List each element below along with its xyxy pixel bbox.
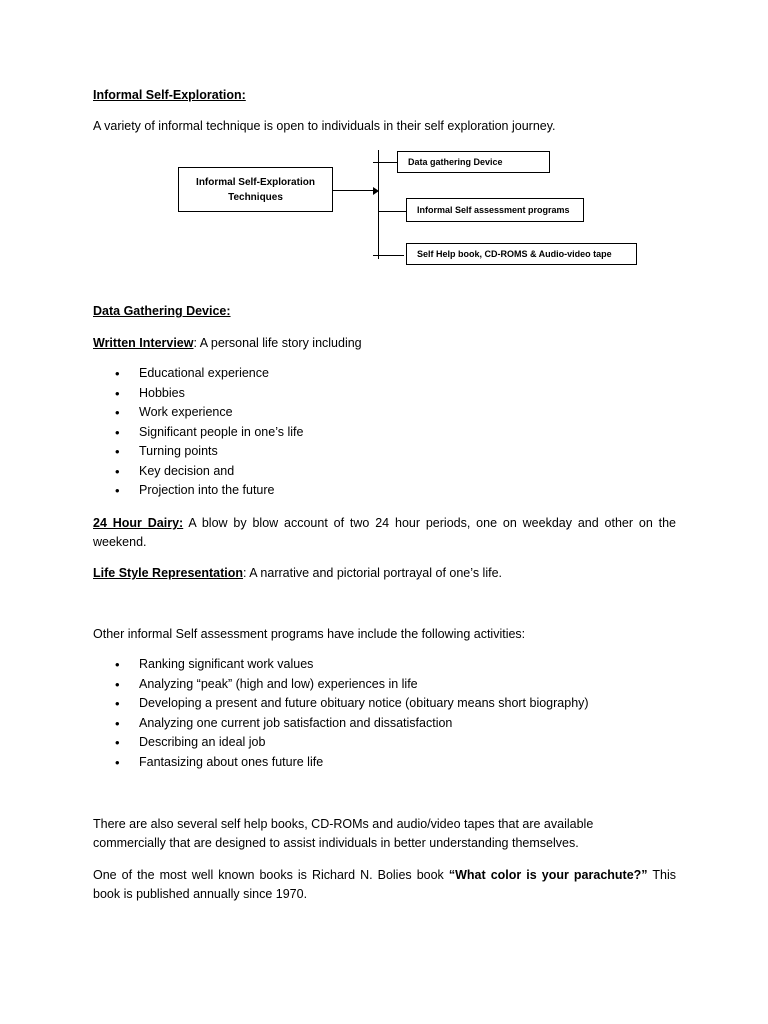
dairy-paragraph [93,514,676,552]
closing-paragraph-1: There are also several self help books, CD-ROMs and audio/video tapes that are available commercially that are designed to assist individuals in better understanding themselves. [93,817,594,850]
list-item: • Work experience [93,403,303,423]
list-item: • Analyzing “peak” (high and low) experiences in life [93,675,589,695]
intro-paragraph: A variety of informal technique is open to individuals in their self exploration journey. [93,119,556,133]
diagram-branch-self-help: Self Help book, CD-ROMS & Audio-video tape [406,243,637,265]
list-item: • Key decision and [93,462,303,482]
list-item: • Ranking significant work values [93,655,589,675]
list-item: • Developing a present and future obituary notice (obituary means short biography) [93,694,589,714]
diagram-branch-data-gathering: Data gathering Device [397,151,550,173]
list-item: • Projection into the future [93,481,303,501]
written-interview-label: Written Interview [93,336,194,350]
diagram-main-line1: Informal Self-Exploration [196,176,315,188]
written-interview-text: : A personal life story including [193,336,362,350]
diagram-tick-middle [378,211,406,212]
lifestyle-text: : A narrative and pictorial portrayal of one’s life. [243,566,502,580]
book-title: “What color is your parachute?” [448,868,648,882]
list-item: • Hobbies [93,384,303,404]
diagram-connector-horizontal [333,190,377,191]
written-interview-line [93,336,362,350]
dairy-label: 24 Hour Dairy: [93,516,184,530]
diagram-main-line2: Techniques [228,191,283,203]
dairy-text: A blow by blow account of two 24 hour periods, one on weekday and other on the weekend. [93,516,676,549]
diagram-branch-self-assessment: Informal Self assessment programs [406,198,584,222]
list-item: • Analyzing one current job satisfaction and dissatisfaction [93,714,589,734]
section-heading-informal-self-exploration: Informal Self-Exploration: [93,88,246,102]
lifestyle-line [93,566,502,580]
list-item: • Significant people in one’s life [93,423,303,443]
closing-paragraph-2 [93,866,676,904]
diagram-tick-top [373,162,397,163]
lifestyle-label: Life Style Representation [93,566,244,580]
list-item: • Turning points [93,442,303,462]
programs-list [93,655,589,772]
section-heading-data-gathering: Data Gathering Device: [93,304,231,318]
list-item: • Educational experience [93,364,303,384]
closing-text: One of the most well known books is Richard N. Bolies book [93,868,449,882]
programs-intro: Other informal Self assessment programs have include the following activities: [93,627,526,641]
diagram-tick-bottom [373,255,404,256]
diagram-main-box [178,167,333,212]
life-story-list [93,364,303,501]
list-item: • Fantasizing about ones future life [93,753,589,773]
diagram-spine [378,150,379,259]
closing-tail: This book is published annually since 1970. [93,868,676,901]
list-item: • Describing an ideal job [93,733,589,753]
